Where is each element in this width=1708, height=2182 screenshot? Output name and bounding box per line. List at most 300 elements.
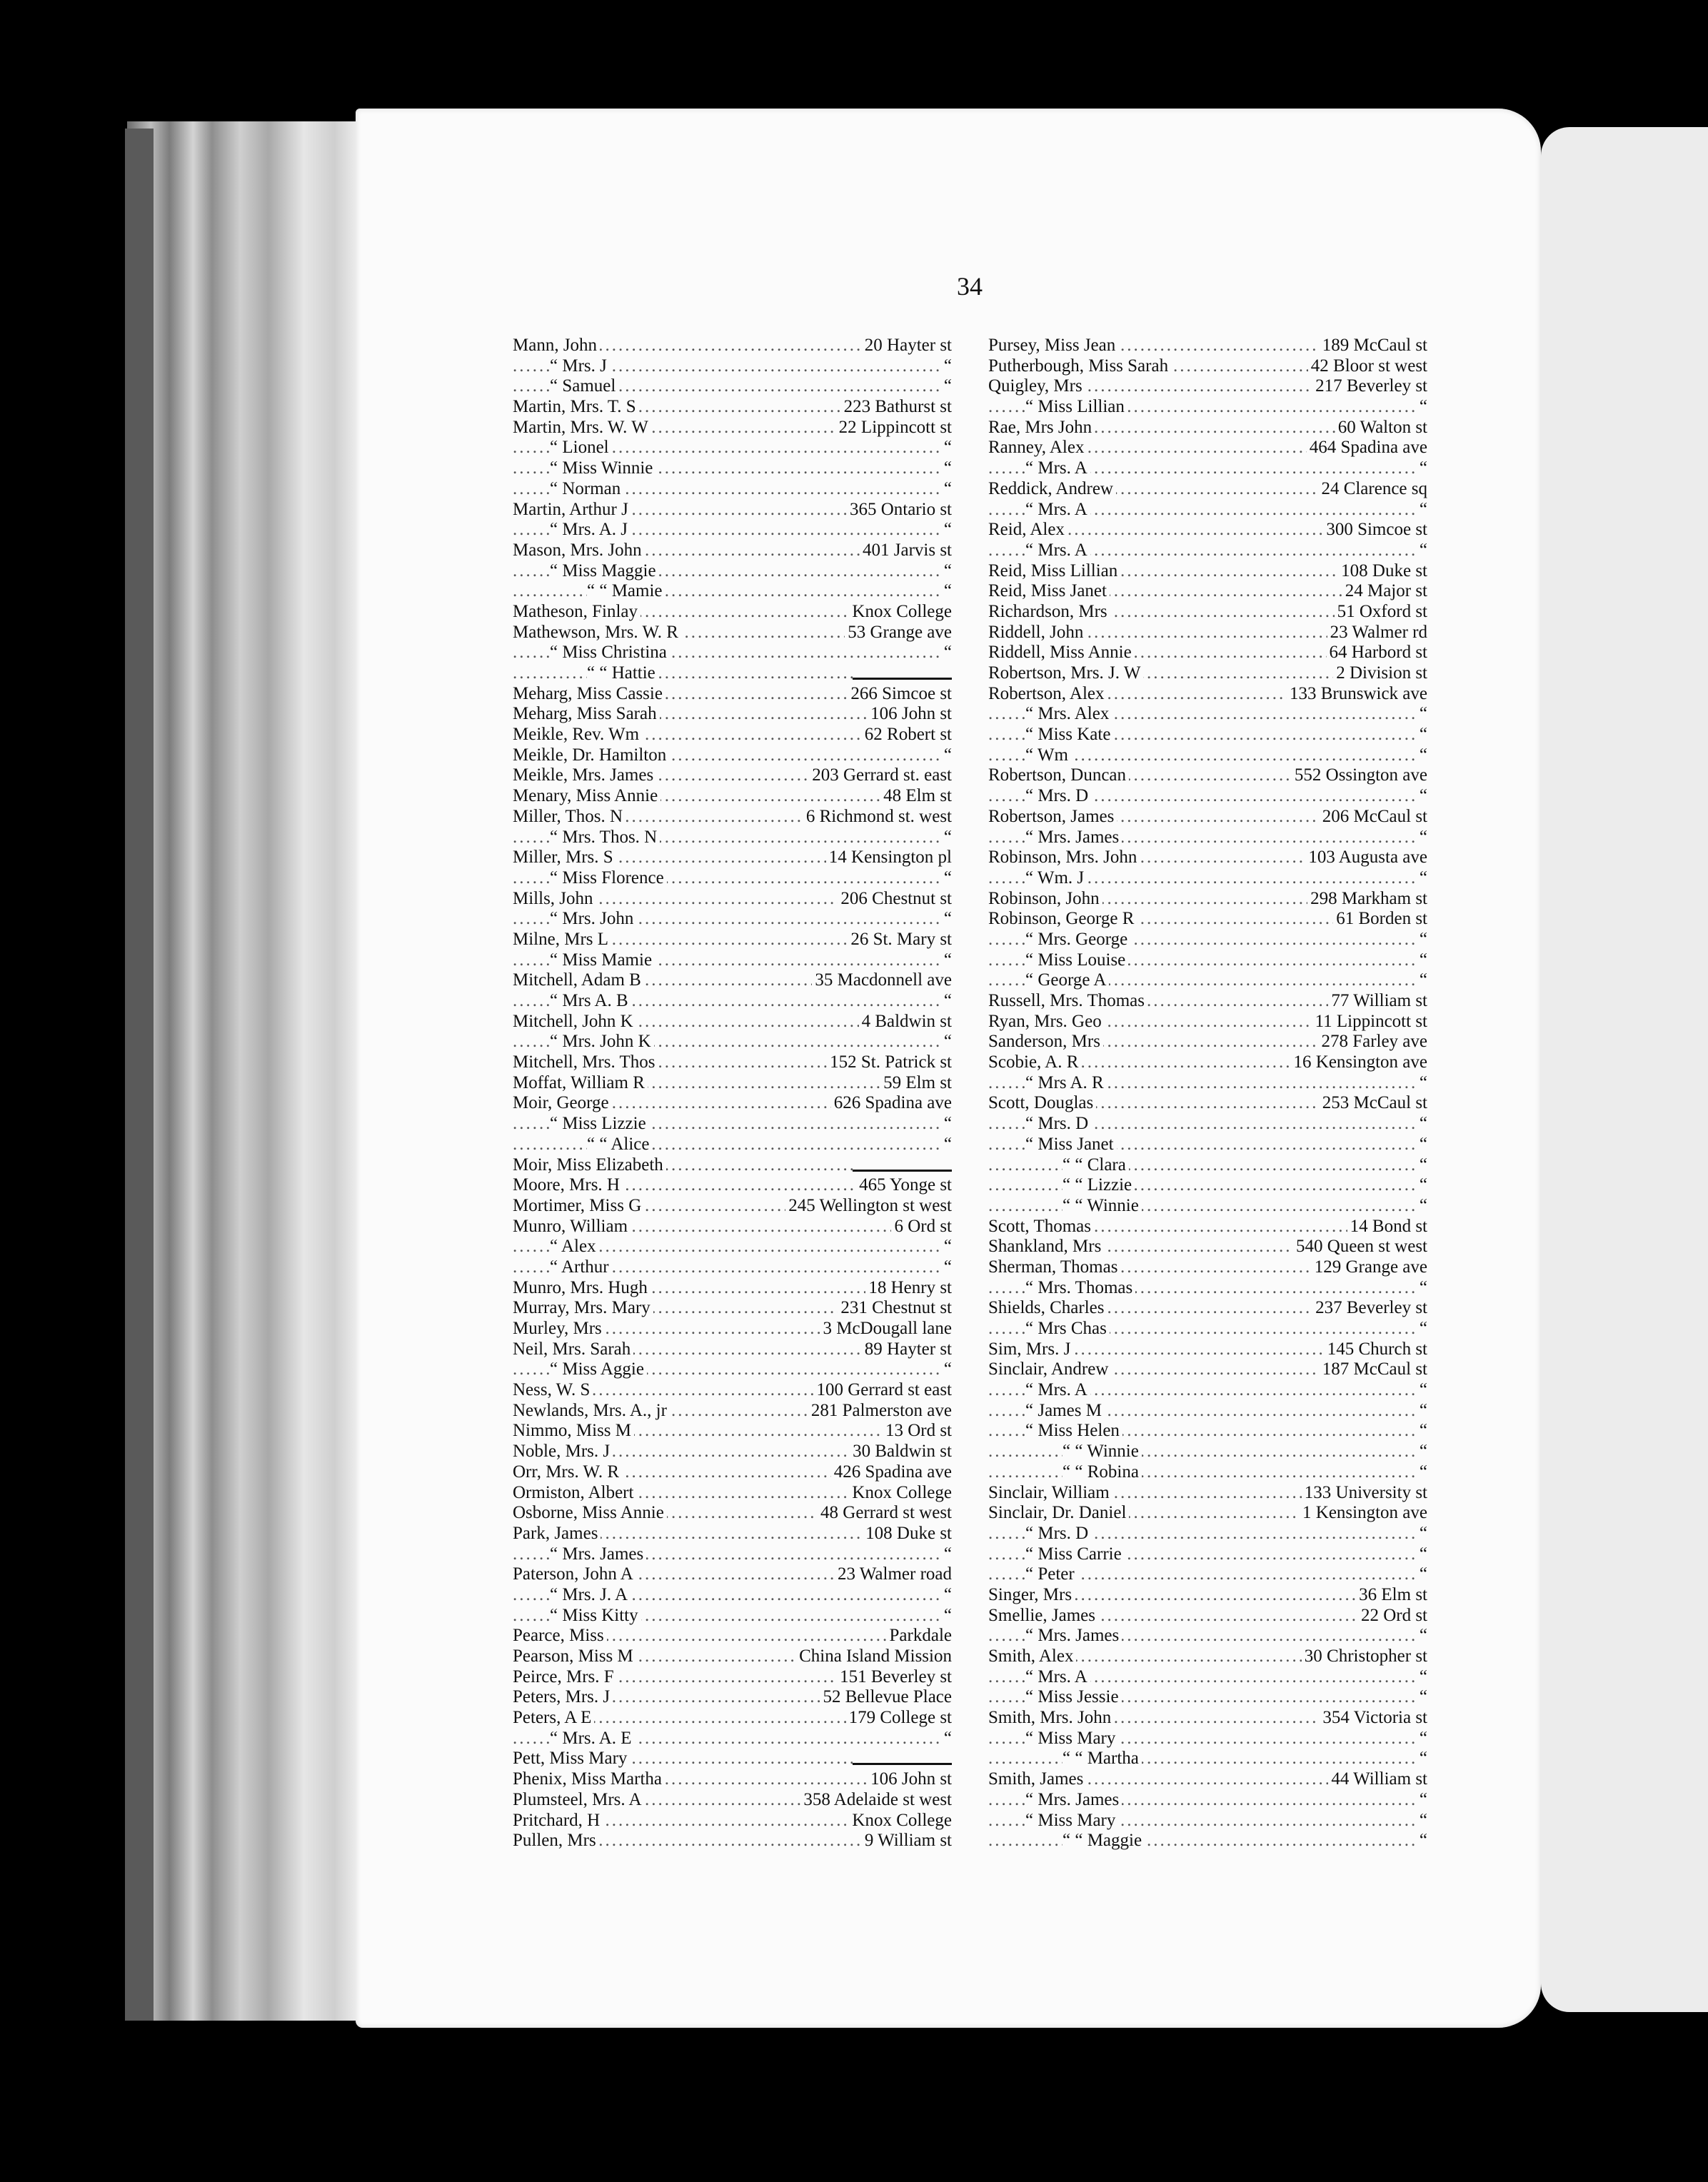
entry-address: 106 John st [868,704,952,725]
entry-address: “ [941,643,952,663]
directory-entry [988,1278,1427,1299]
entry-name: Smith, James [988,1769,1086,1790]
directory-entry [513,970,952,991]
directory-entry [988,520,1427,541]
entry-address: 100 Gerrard st east [813,1380,952,1401]
entry-name: “ Mrs Chas [1025,1319,1110,1339]
directory-entry [513,1278,952,1299]
entry-address: 44 William st [1328,1769,1427,1790]
entry-address: 203 Gerrard st. east [809,765,952,786]
directory-entry [513,909,952,930]
directory-entry [988,1135,1427,1155]
directory-entry [513,828,952,848]
directory-entry [513,479,952,500]
leader-dots [988,1155,1427,1176]
entry-address: “ [1417,1544,1427,1565]
entry-address: “ [1417,868,1427,889]
directory-entry [513,541,952,561]
directory-entry [513,1073,952,1094]
entry-name: “ Mrs. A. E [550,1729,635,1749]
book-spine [125,129,154,2021]
entry-name: “ Miss Mary [1025,1729,1118,1749]
directory-entry [513,1503,952,1524]
entry-address: 42 Bloor st west [1308,356,1427,377]
entry-name: Plumsteel, Mrs. A [513,1790,645,1811]
directory-entry [513,765,952,786]
entry-address: “ [941,561,952,582]
entry-address: “ [1417,1196,1427,1217]
entry-address: 48 Elm st [880,786,952,807]
directory-entry [513,1155,952,1176]
entry-address: “ [941,458,952,479]
entry-address: 465 Yonge st [856,1175,952,1196]
entry-name: Martin, Arthur J [513,500,631,521]
entry-name: “ Alex [550,1237,599,1257]
entry-address: “ [1417,1667,1427,1688]
entry-name: “ Miss Mamie [550,950,655,971]
directory-entry [513,1667,952,1688]
directory-entry [513,1032,952,1052]
facing-page-edge [1541,127,1708,2012]
entry-name: “ Mrs. A [1025,1380,1090,1401]
entry-name: “ Miss Carrie [1025,1544,1125,1565]
entry-name: “ Mrs. James [550,1544,646,1565]
entry-address: 48 Gerrard st west [818,1503,952,1524]
entry-address: “ [1417,1687,1427,1708]
directory-entry [513,1359,952,1380]
directory-entry [513,684,952,705]
entry-address: 231 Chestnut st [838,1298,952,1319]
entry-name: Murley, Mrs [513,1319,605,1339]
entry-name: Munro, Mrs. Hugh [513,1278,650,1299]
directory-entry [988,1093,1427,1114]
leader-dots [988,1749,1427,1769]
entry-address: 61 Borden st [1333,909,1427,930]
entry-name: “ James M [1025,1401,1105,1422]
entry-address [853,1749,952,1765]
directory-entry [513,1421,952,1442]
directory-entry [988,541,1427,561]
entry-address: “ [1417,1564,1427,1585]
entry-name: Pritchard, H [513,1811,603,1831]
directory-entry [988,418,1427,438]
entry-name: Ryan, Mrs. Geo [988,1012,1105,1032]
directory-entry [988,1831,1427,1851]
directory-entry [513,1831,952,1851]
entry-name: “ Mrs. D [1025,786,1091,807]
entry-name: Phenix, Miss Martha [513,1769,665,1790]
entry-address: 30 Baldwin st [850,1442,952,1462]
directory-entry [513,663,952,684]
directory-entry [513,1626,952,1646]
entry-name: “ Miss Lillian [1025,397,1127,418]
directory-entry [988,1237,1427,1257]
entry-name: Pursey, Miss Jean [988,336,1118,356]
directory-entry [513,602,952,623]
entry-name: “ Wm. J [1025,868,1087,889]
entry-name: Moir, Miss Elizabeth [513,1155,666,1176]
entry-name: Pearce, Miss [513,1626,607,1646]
entry-address: 108 Duke st [1338,561,1427,582]
directory-entry [988,1606,1427,1627]
entry-name: Mortimer, Miss G [513,1196,644,1217]
entry-name: Robertson, Alex [988,684,1107,705]
directory-entry [988,950,1427,971]
entry-address: 426 Spadina ave [831,1462,952,1483]
directory-entry [513,1524,952,1544]
directory-entry [513,1093,952,1114]
entry-address: “ [1417,397,1427,418]
directory-entry [513,1319,952,1339]
entry-name: “ Norman [550,479,623,500]
entry-address: “ [1417,1135,1427,1155]
entry-address: 223 Bathurst st [841,397,952,418]
entry-address: “ [941,581,952,602]
entry-address: “ [941,520,952,541]
directory-entry [988,1380,1427,1401]
entry-address: “ [1417,1462,1427,1483]
entry-name: “ “ Martha [1063,1749,1142,1769]
entry-name: Mitchell, Mrs. Thos [513,1052,658,1073]
entry-name: Meharg, Miss Cassie [513,684,665,705]
entry-address: “ [1417,1278,1427,1299]
entry-address: 9 William st [862,1831,952,1851]
directory-entry [513,1585,952,1606]
entry-name: “ Wm [1025,745,1071,766]
entry-address: “ [941,376,952,397]
entry-name: Shields, Charles [988,1298,1107,1319]
entry-name: Meharg, Miss Sarah [513,704,660,725]
directory-entry [988,1769,1427,1790]
entry-name: “ Mrs A. B [550,991,631,1012]
directory-entry [513,1012,952,1032]
directory-entry [513,1257,952,1278]
entry-name: “ Miss Maggie [550,561,659,582]
directory-entry [988,828,1427,848]
entry-address: 106 John st [868,1769,952,1790]
entry-address: 187 McCaul st [1320,1359,1427,1380]
entry-name: “ Mrs. Thos. N [550,828,660,848]
directory-entry [513,1483,952,1504]
entry-name: “ Miss Kitty [550,1606,641,1627]
entry-name: Meikle, Dr. Hamilton [513,745,669,766]
entry-name: “ Mrs. J [550,356,610,377]
directory-entry [988,868,1427,889]
entry-address: 358 Adelaide st west [800,1790,952,1811]
entry-address: 22 Lippincott st [836,418,952,438]
directory-entry [513,1544,952,1565]
entry-address: 30 Christopher st [1302,1646,1427,1667]
entry-name: Peters, A E [513,1708,594,1729]
directory-entry [513,418,952,438]
entry-address: “ [1417,1073,1427,1094]
entry-name: Park, James [513,1524,601,1544]
entry-address: “ [1417,725,1427,745]
directory-entry [988,1298,1427,1319]
entry-name: Robertson, Mrs. J. W [988,663,1143,684]
entry-address: Knox College [849,1483,952,1504]
book-page-edges [127,121,363,2021]
entry-name: “ Lionel [550,438,612,458]
entry-name: Mason, Mrs. John [513,541,645,561]
entry-address: 59 Elm st [880,1073,952,1094]
entry-address: “ [941,1606,952,1627]
entry-name: Moore, Mrs. H [513,1175,623,1196]
entry-address: 108 Duke st [863,1524,952,1544]
directory-entry [513,1646,952,1667]
directory-entry [513,950,952,971]
entry-address: “ [1417,786,1427,807]
entry-name: “ Mrs. A [1025,541,1090,561]
entry-address: “ [1417,1421,1427,1442]
directory-entry [513,376,952,397]
entry-name: Sanderson, Mrs [988,1032,1103,1052]
entry-address: “ [1417,541,1427,561]
directory-entry [988,970,1427,991]
entry-address: “ [1417,1319,1427,1339]
entry-name: “ Mrs. George [1025,930,1130,950]
directory-entry [988,1319,1427,1339]
entry-address: 24 Clarence sq [1318,479,1427,500]
entry-name: Neil, Mrs. Sarah [513,1339,633,1360]
directory-entry [988,1401,1427,1422]
entry-name: Orr, Mrs. W. R [513,1462,622,1483]
entry-name: Paterson, John A [513,1564,636,1585]
entry-name: Osborne, Miss Annie [513,1503,667,1524]
entry-name: Murray, Mrs. Mary [513,1298,653,1319]
entry-name: Sinclair, William [988,1483,1112,1504]
entry-address: 23 Walmer road [835,1564,952,1585]
entry-name: Mills, John [513,889,596,910]
entry-address: “ [1417,970,1427,991]
entry-name: Menary, Miss Annie [513,786,660,807]
entry-address: 36 Elm st [1356,1585,1427,1606]
entry-name: “ Miss Louise [1025,950,1128,971]
entry-address: 52 Bellevue Place [820,1687,953,1708]
entry-address: 4 Baldwin st [859,1012,952,1032]
directory-entry [513,745,952,766]
directory-entry [988,1012,1427,1032]
directory-entry [988,1564,1427,1585]
directory-entry [513,356,952,377]
directory-entry [513,397,952,418]
directory-entry [988,1626,1427,1646]
leader-dots [513,1135,952,1155]
directory-entry [988,1175,1427,1196]
directory-entry [988,725,1427,745]
entry-address: Knox College [849,1811,952,1831]
entry-address: “ [1417,500,1427,521]
directory-entry [988,1114,1427,1135]
entry-address: 53 Grange ave [845,623,952,643]
directory-entry [513,1749,952,1769]
directory-entry [513,1708,952,1729]
directory-entry [513,725,952,745]
leader-dots [988,1175,1427,1196]
directory-entry [988,643,1427,663]
directory-entry [513,1564,952,1585]
directory-entry [513,1052,952,1073]
directory-entry [513,930,952,950]
entry-address: 626 Spadina ave [831,1093,952,1114]
entry-name: “ George A [1025,970,1109,991]
entry-name: “ Mrs. John [550,909,636,930]
entry-name: Riddell, Miss Annie [988,643,1135,663]
directory-entry [988,1462,1427,1483]
entry-name: “ Peter [1025,1564,1077,1585]
entry-name: Mitchell, John K [513,1012,636,1032]
leader-dots [513,581,952,602]
entry-address: “ [1417,1729,1427,1749]
directory-entry [988,786,1427,807]
directory-entry [988,1503,1427,1524]
entry-address: 217 Beverley st [1312,376,1427,397]
entry-name: Mann, John [513,336,600,356]
directory-entry [988,1339,1427,1360]
directory-entry [988,1196,1427,1217]
entry-address: 6 Ord st [891,1217,952,1237]
directory-entry [988,438,1427,458]
entry-address: “ [1417,1524,1427,1544]
entry-name: Robinson, Mrs. John [988,848,1140,868]
directory-entry [513,643,952,663]
directory-entry [513,458,952,479]
directory-entry [513,1687,952,1708]
entry-name: “ “ Winnie [1063,1196,1142,1217]
entry-name: Mathewson, Mrs. W. R [513,623,681,643]
entry-address: “ [1417,1155,1427,1176]
directory-entry [513,868,952,889]
entry-name: “ Mrs. D [1025,1114,1091,1135]
directory-entry [988,336,1427,356]
directory-entry [988,1483,1427,1504]
entry-address: “ [1417,1380,1427,1401]
directory-entry [988,1708,1427,1729]
entry-name: Robinson, John [988,889,1102,910]
entry-address: “ [941,828,952,848]
entry-name: Scott, Douglas [988,1093,1096,1114]
directory-entry [513,1401,952,1422]
directory-entry [513,1339,952,1360]
directory-entry [988,1729,1427,1749]
entry-address: “ [941,438,952,458]
directory-entry [513,1217,952,1237]
directory-entry [513,1769,952,1790]
entry-address: “ [941,1237,952,1257]
entry-name: Ranney, Alex [988,438,1087,458]
directory-entry [513,1442,952,1462]
entry-name: Reid, Miss Lillian [988,561,1120,582]
leader-dots [988,1831,1427,1851]
entry-name: “ Mrs. Alex [1025,704,1112,725]
entry-address: 133 Brunswick ave [1287,684,1427,705]
entry-name: Sinclair, Dr. Daniel [988,1503,1129,1524]
entry-address: 18 Henry st [865,1278,952,1299]
directory-entry [988,1646,1427,1667]
directory-entry [513,561,952,582]
directory-entry [988,704,1427,725]
entry-name: “ Miss Mary [1025,1811,1118,1831]
entry-address: 237 Beverley st [1312,1298,1427,1319]
entry-name: Reid, Alex [988,520,1068,541]
directory-entry [988,1217,1427,1237]
entry-name: Reid, Miss Janet [988,581,1110,602]
entry-address: “ [941,909,952,930]
entry-name: “ Mrs A. R [1025,1073,1107,1094]
entry-name: “ Mrs. A [1025,458,1090,479]
directory-entry [988,848,1427,868]
directory-entry [513,1606,952,1627]
directory-entry [988,1073,1427,1094]
entry-name: Meikle, Mrs. James [513,765,656,786]
directory-entry [513,520,952,541]
directory-entry [513,1196,952,1217]
entry-address: “ [1417,950,1427,971]
entry-address: “ [941,1359,952,1380]
entry-address: 300 Simcoe st [1323,520,1427,541]
entry-name: Pearson, Miss M [513,1646,636,1667]
entry-address: 151 Beverley st [837,1667,952,1688]
directory-entry [988,1442,1427,1462]
directory-entry [988,1032,1427,1052]
entry-name: Miller, Mrs. S [513,848,616,868]
directory-entry [513,991,952,1012]
entry-name: Sherman, Thomas [988,1257,1120,1278]
directory-entry [988,397,1427,418]
entry-name: “ “ Hattie [587,663,658,684]
left-column [513,336,952,1851]
entry-name: “ Miss Aggie [550,1359,647,1380]
entry-address: 103 Augusta ave [1305,848,1427,868]
entry-address: “ [941,356,952,377]
entry-name: Moir, George [513,1093,612,1114]
entry-name: Munro, William [513,1217,631,1237]
entry-name: Ness, W. S [513,1380,593,1401]
entry-name: “ “ Clara [1063,1155,1129,1176]
entry-name: Russell, Mrs. Thomas [988,991,1147,1012]
entry-address: 2 Division st [1333,663,1427,684]
entry-name: “ Mrs. A [1025,1667,1090,1688]
entry-address: “ [941,1032,952,1052]
entry-name: “ Miss Florence [550,868,667,889]
entry-name: Miller, Thos. N [513,807,626,828]
entry-address: “ [1417,828,1427,848]
entry-address: 298 Markham st [1307,889,1427,910]
entry-name: Noble, Mrs. J [513,1442,613,1462]
directory-entry [988,1544,1427,1565]
entry-name: “ “ Winnie [1063,1442,1142,1462]
entry-name: “ Miss Kate [1025,725,1113,745]
directory-entry [513,807,952,828]
directory-entry [513,1298,952,1319]
entry-name: Smellie, James [988,1606,1098,1627]
entry-address: “ [1417,1831,1427,1851]
entry-address: 179 College st [846,1708,952,1729]
directory-entry [513,704,952,725]
entry-name: “ Mrs. A. J [550,520,631,541]
right-column [988,336,1427,1851]
entry-name: “ “ Lizzie [1063,1175,1135,1196]
entry-address: “ [1417,930,1427,950]
entry-address: “ [1417,704,1427,725]
entry-address: “ [1417,1790,1427,1811]
entry-name: “ Miss Helen [1025,1421,1122,1442]
directory-entry [513,336,952,356]
directory-entry [513,1114,952,1135]
directory-entry [988,930,1427,950]
entry-name: Shankland, Mrs [988,1237,1104,1257]
entry-address: 464 Spadina ave [1307,438,1427,458]
